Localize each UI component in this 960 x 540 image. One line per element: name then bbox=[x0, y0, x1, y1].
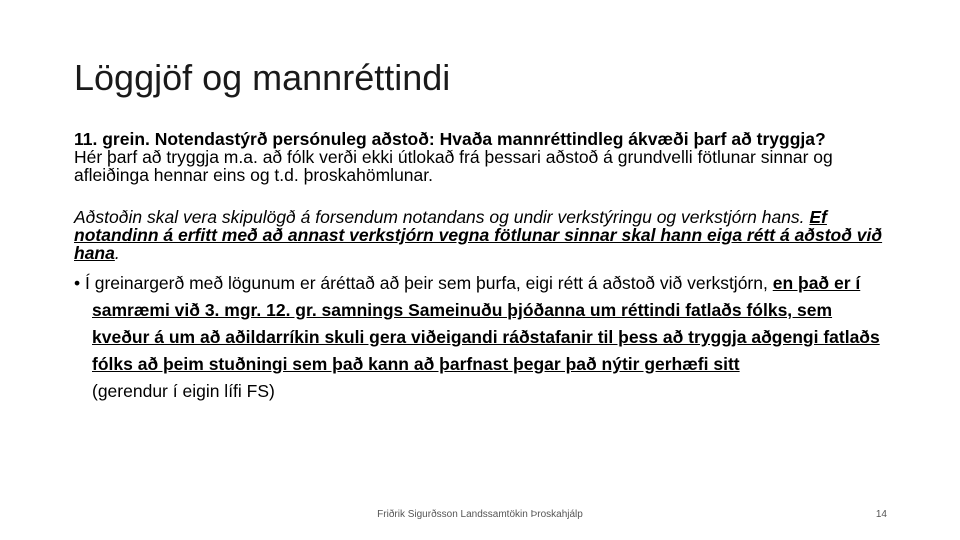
bullet-underlined-text: en það er í samræmi við 3. mgr. 12. gr. samnings Sameinuðu þjóðanna um réttindi fatlaðs fólks, sem kveður á um að aðildarríkin skuli gera viðeigandi ráðstafanir til þess að tryggja aðgengi fatlaðs fólks að þeim stuðningi sem það kann að þarfnast þegar það nýtir gerhæfi sitt bbox=[92, 273, 880, 374]
italic-underlined-text: Ef notandinn á erfitt með að annast verkstjórn vegna fötlunar sinnar skal hann eiga rétt á aðstoð við hana bbox=[74, 207, 883, 263]
article-heading: 11. grein. Notendastýrð persónuleg aðstoð: Hvaða mannréttindleg ákvæði þarf að tryggja? bbox=[74, 129, 826, 149]
bullet-marker: • bbox=[74, 273, 81, 293]
page-number: 14 bbox=[875, 509, 887, 520]
bullet-text: Í greinargerð með lögunum er áréttað að þeir sem þurfa, eigi rétt á aðstoð við verkstjórn, bbox=[80, 273, 773, 293]
slide-content bbox=[74, 130, 894, 405]
slide-title: Löggjöf og mannréttindi bbox=[74, 57, 451, 98]
footer-author: Friðrik Sigurðsson Landssamtökin Þroskahjálp bbox=[377, 509, 583, 520]
italic-text: Aðstoðin skal vera skipulögð á forsendum notandans og undir verkstýringu og verkstjórn hans. bbox=[74, 207, 810, 227]
bullet-trailing-text: (gerendur í eigin lífi FS) bbox=[92, 381, 275, 401]
intro-paragraph: Hér þarf að tryggja m.a. að fólk verði ekki útlokað frá þessari aðstoð á grundvelli fötlunar sinnar og afleiðinga hennar eins og t.d. þroskahömlunar. bbox=[74, 147, 833, 185]
italic-paragraph bbox=[74, 208, 894, 262]
bullet-item bbox=[74, 270, 894, 405]
italic-period: . bbox=[114, 243, 120, 263]
